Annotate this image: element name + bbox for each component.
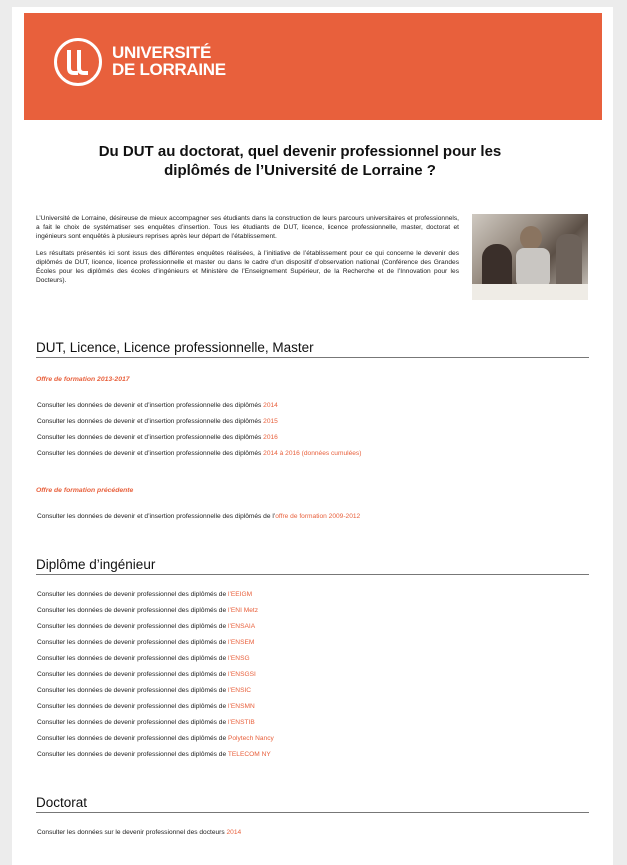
ing-row (37, 702, 255, 711)
row-prefix: Consulter les données de devenir professionnel des diplômés de (37, 655, 227, 662)
link-offre-2009-2012[interactable]: offre de formation 2009-2012 (275, 513, 361, 520)
link-ensg[interactable]: l’ENSG (227, 655, 250, 662)
subhead-offre-2013-2017: Offre de formation 2013-2017 (36, 376, 130, 383)
ing-row (37, 622, 255, 631)
link-polytech-nancy[interactable]: Polytech Nancy (227, 735, 274, 742)
link-dut-2015[interactable]: 2015 (263, 418, 278, 425)
dut-row-cumul (37, 449, 361, 458)
ing-row (37, 654, 250, 663)
logo-line-1: UNIVERSITÉ (112, 43, 212, 62)
row-prefix: Consulter les données de devenir professionnel des diplômés de (37, 671, 227, 678)
doc-row (37, 828, 241, 837)
row-prefix: Consulter les données de devenir professionnel des diplômés de (37, 607, 227, 614)
ing-row (37, 606, 258, 615)
link-eni-metz[interactable]: l’ENI Metz (227, 607, 259, 614)
row-prefix: Consulter les données de devenir professionnel des diplômés de (37, 703, 227, 710)
row-prefix: Consulter les données de devenir professionnel des diplômés de (37, 639, 227, 646)
section-title-doctorat: Doctorat (36, 795, 589, 813)
university-logo-text[interactable] (112, 44, 226, 78)
dut-row-2014 (37, 401, 278, 410)
row-prefix: Consulter les données de devenir et d’insertion professionnelle des diplômés (37, 434, 262, 441)
link-dut-cumul[interactable]: 2014 à 2016 (données cumulées) (263, 450, 362, 457)
subhead-offre-precedente: Offre de formation précédente (36, 487, 134, 494)
row-prefix: Consulter les données de devenir professionnel des diplômés de (37, 591, 227, 598)
ing-row (37, 638, 254, 647)
ing-row (37, 686, 251, 695)
row-prefix: Consulter les données de devenir et d’insertion professionnelle des diplômés de l’ (37, 513, 276, 520)
logo-line-2: DE LORRAINE (112, 60, 226, 79)
row-prefix: Consulter les données de devenir professionnel des diplômés de (37, 751, 227, 758)
link-dut-2014[interactable]: 2014 (263, 402, 278, 409)
link-ensmn[interactable]: l’ENSMN (227, 703, 255, 710)
dut-row-prev (37, 512, 360, 521)
row-prefix: Consulter les données sur le devenir professionnel des docteurs (37, 829, 225, 836)
ing-row (37, 670, 256, 679)
page-title-line-1: Du DUT au doctorat, quel devenir professionnel pour les (98, 143, 502, 160)
section-title-dut: DUT, Licence, Licence professionnelle, Master (36, 340, 589, 358)
link-telecom-ny[interactable]: TELECOM NY (227, 751, 271, 758)
link-ensaia[interactable]: l’ENSAIA (227, 623, 256, 630)
link-eeigm[interactable]: l’EEIGM (227, 591, 253, 598)
students-photo (472, 214, 588, 300)
intro-paragraph-2: Les résultats présentés ici sont issus des différentes enquêtes réalisées, à l’initiative de l’établissement pour ce qui concerne le devenir des diplômés de DUT, licence, licence professionnelle et master ou dans le cadre d’un dispositif d’observation national (Conférence des Grandes Écoles pour les diplômés des écoles d’ingénieurs et Ministère de l’Enseignement Supérieur, de la Recherche et de l’Innovation pour les Docteurs). (36, 249, 459, 285)
intro-paragraph-1: L’Université de Lorraine, désireuse de mieux accompagner ses étudiants dans la construction de leurs parcours universitaires et professionnels, a fait le choix de systématiser ses enquêtes d’insertion. Tous les étudiants de DUT, licence, licence professionnelle, master, doctorat et ingénieurs sont enquêtés à plusieurs reprises après leur départ de l’établissement. (36, 215, 459, 241)
university-logo-icon (54, 38, 102, 86)
row-prefix: Consulter les données de devenir professionnel des diplômés de (37, 687, 227, 694)
link-ensgsi[interactable]: l’ENSGSI (227, 671, 256, 678)
section-title-ingenieur: Diplôme d’ingénieur (36, 557, 589, 575)
link-dut-2016[interactable]: 2016 (263, 434, 278, 441)
dut-row-2015 (37, 417, 278, 426)
row-prefix: Consulter les données de devenir et d’insertion professionnelle des diplômés (37, 418, 262, 425)
ing-row (37, 750, 271, 759)
row-prefix: Consulter les données de devenir professionnel des diplômés de (37, 735, 227, 742)
ing-row (37, 734, 274, 743)
page-title (60, 142, 540, 180)
ing-row (37, 718, 255, 727)
intro-text (36, 214, 459, 292)
row-prefix: Consulter les données de devenir et d’insertion professionnelle des diplômés (37, 450, 262, 457)
row-prefix: Consulter les données de devenir et d’insertion professionnelle des diplômés (37, 402, 262, 409)
dut-row-2016 (37, 433, 278, 442)
ing-row (37, 590, 252, 599)
page-title-line-2: diplômés de l’Université de Lorraine ? (164, 162, 436, 179)
header-banner (24, 13, 602, 120)
row-prefix: Consulter les données de devenir professionnel des diplômés de (37, 623, 227, 630)
row-prefix: Consulter les données de devenir professionnel des diplômés de (37, 719, 227, 726)
link-ensem[interactable]: l’ENSEM (227, 639, 255, 646)
link-ensic[interactable]: l’ENSIC (227, 687, 252, 694)
link-enstib[interactable]: l’ENSTIB (227, 719, 255, 726)
link-doctorat-2014[interactable]: 2014 (226, 829, 242, 836)
